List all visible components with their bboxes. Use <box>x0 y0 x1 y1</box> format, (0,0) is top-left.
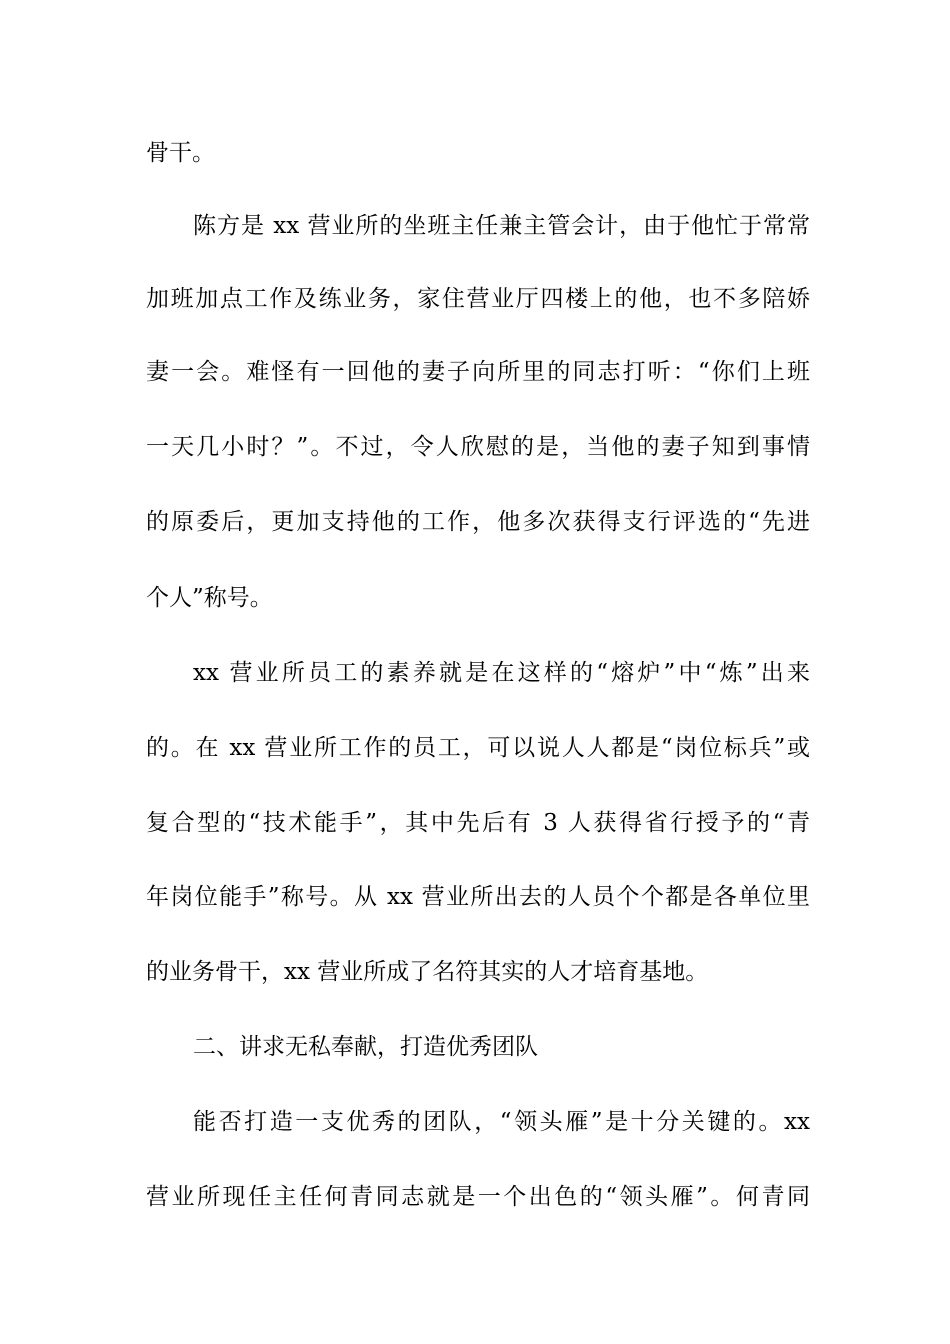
text-line-14: 能否打造一支优秀的团队，“领头雁”是十分关键的。xx <box>193 1109 810 1135</box>
text-line-2: 陈方是 xx 营业所的坐班主任兼主管会计，由于他忙于常常 <box>193 213 810 239</box>
text-line-1: 骨干。 <box>146 140 215 166</box>
text-line-3: 加班加点工作及练业务，家住营业厅四楼上的他，也不多陪娇 <box>146 286 810 312</box>
text-line-4: 妻一会。难怪有一回他的妻子向所里的同志打听：“你们上班 <box>146 359 810 385</box>
text-line-8: xx 营业所员工的素养就是在这样的“熔炉”中“炼”出来 <box>193 660 810 686</box>
text-line-10: 复合型的“技术能手”，其中先后有 3 人获得省行授予的“青 <box>146 810 810 836</box>
text-line-15: 营业所现任主任何青同志就是一个出色的“领头雁”。何青同 <box>146 1184 810 1210</box>
section-heading: 二、讲求无私奉献，打造优秀团队 <box>193 1034 538 1060</box>
text-line-6: 的原委后，更加支持他的工作，他多次获得支行评选的“先进 <box>146 509 810 535</box>
text-line-12: 的业务骨干，xx 营业所成了名符其实的人才培育基地。 <box>146 959 709 985</box>
text-line-9: 的。在 xx 营业所工作的员工，可以说人人都是“岗位标兵”或 <box>146 735 810 761</box>
text-line-5: 一天几小时？”。不过，令人欣慰的是，当他的妻子知到事情 <box>146 434 810 460</box>
text-line-11: 年岗位能手”称号。从 xx 营业所出去的人员个个都是各单位里 <box>146 884 810 910</box>
text-line-7: 个人”称号。 <box>146 585 273 611</box>
